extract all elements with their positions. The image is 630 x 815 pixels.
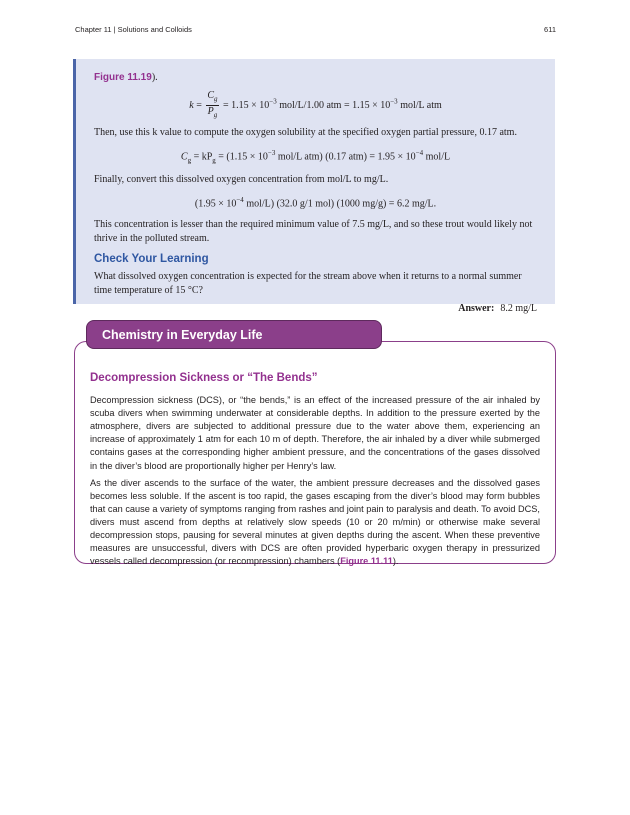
feature-tab: Chemistry in Everyday Life [86,320,382,349]
eq1-num-sub: g [214,95,218,103]
para-conclusion: This concentration is lesser than the required minimum value of 7.5 mg/L, and so these trout would likely not thrive in the polluted stream. [94,218,533,244]
eq1-den-sub: g [213,111,218,119]
equation-cg [94,146,537,167]
eq1-mid-rest: mol/L/1.00 atm = 1.15 × 10 [279,99,391,111]
check-your-learning-heading: Check Your Learning [94,252,209,265]
eq2-mid: = kP [193,151,213,163]
eq2-a: = (1.15 × 10 [218,151,268,163]
page-header [75,25,556,34]
fig-ref-suffix: ). [151,72,158,83]
feature-para-2-end: ). [392,556,399,567]
eq1-lhs: k [189,99,194,111]
eq1-mid: = 1.15 × 10 [223,99,270,111]
feature-para-2-text: As the diver ascends to the surface of the water, the ambient pressure decreases and the dissolved gases becomes less soluble. If the ascent is too rapid, the gases escaping from the diver’s blood may form bubbles that can cause a variety of symptoms ranging from rashes and joint pain to paralysis and death. To avoid DCS, divers must ascend from depths at relatively slow speeds (10 or 20 m/min) or otherwise make several decompression stops, pausing for several minutes at given depths during the ascent. When these preventive measures are unsuccessful, divers with DCS are often provided hyperbaric oxygen therapy in pressurized vessels called decompression (or recompression) chambers ( [90,477,540,567]
eq2-b-exp: −4 [415,149,424,157]
equation-convert [94,193,537,211]
eq1-num: C [207,90,214,101]
equation-k: k = $\frac{C_g}{P_g}$ = $1.15 \times 10^{-3}$ mol/L/1.00 atm = $1.15 \times 10^{-3}$ mol/L atm [189,90,442,119]
page-number: 611 [544,25,556,34]
eq2-c: mol/L [425,151,451,163]
answer-line [94,302,537,316]
feature-box [74,341,556,567]
eq3-b: mol/L) (32.0 g/1 mol) (1000 mg/g) = 6.2 mg/L. [246,198,437,210]
eq3-a: (1.95 × 10 [194,198,237,210]
feature-para-2 [90,477,540,569]
feature-title: Decompression Sickness or “The Bends” [90,372,318,384]
chapter-title: Chapter 11 | Solutions and Colloids [75,25,192,34]
eq1-right-exp: −3 [390,97,398,106]
eq3-a-exp: −4 [236,196,244,205]
eq2-a-exp: −3 [267,149,276,157]
answer-value: 8.2 mg/L [500,302,537,314]
figure-11-11-link[interactable]: Figure 11.11 [340,556,393,567]
para-then: Then, use this k value to compute the oxygen solubility at the specified oxygen partial pressure, 0.17 atm. [94,127,517,138]
answer-label: Answer: [458,302,495,314]
eq2-lhs: C [180,151,188,163]
eq1-den: P [207,106,214,117]
example-box [73,59,555,314]
fraction-cg-pg [206,90,218,121]
para-finally: Finally, convert this dissolved oxygen concentration from mol/L to mg/L. [94,174,389,186]
eq2-b: mol/L atm) (0.17 atm) = 1.95 × 10 [277,151,416,163]
figure-link[interactable]: Figure 11.19 [94,72,152,83]
check-your-learning-text: What dissolved oxygen concentration is expected for the stream above when it returns to a normal summer time temperature of 15 °C? [94,270,522,296]
eq1-right-rest: mol/L atm [400,99,442,111]
eq1-mid-exp: −3 [269,97,277,106]
eq2-lhs-sub: g [187,156,192,165]
eq2-mid-sub: g [212,156,216,165]
feature-para-1: Decompression sickness (DCS), or “the bends,” is an effect of the increased pressure of the air inhaled by scuba divers when swimming underwater at considerable depths. In addition to the pressure exerted by the atmosphere, divers are subjected to additional pressure due to the water above them, experiencing an increase of approximately 1 atm for each 10 m of depth. Therefore, the air inhaled by a diver while submerged contains gases at the corresponding higher ambient pressure, and the concentrations of the gases dissolved in the diver’s blood are proportionally higher per Henry’s law. [90,395,540,471]
